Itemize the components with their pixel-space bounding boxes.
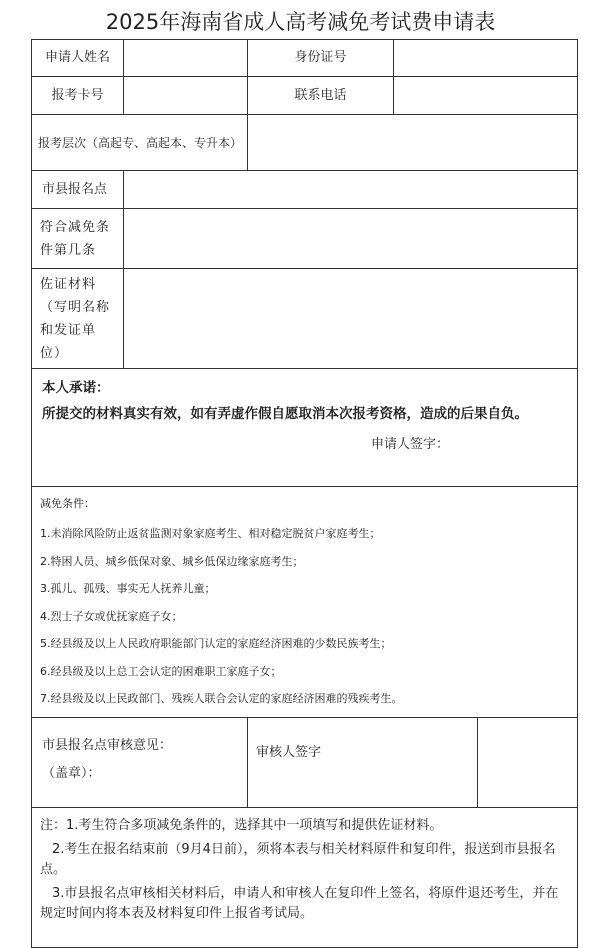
row-notes — [32, 808, 578, 948]
exam-level-field[interactable] — [248, 115, 578, 171]
row-conditions — [32, 487, 578, 718]
conditions-cell — [32, 487, 578, 718]
pledge-cell — [32, 369, 578, 487]
conditions-heading: 减免条件： — [40, 497, 95, 510]
exam-card-field[interactable] — [124, 77, 248, 115]
applicant-name-label: 申请人姓名 — [32, 40, 124, 77]
row-site — [32, 171, 578, 209]
id-number-label: 身份证号 — [248, 40, 394, 77]
condition-item: 2.特困人员、城乡低保对象、城乡低保边缘家庭考生； — [40, 554, 304, 568]
review-opinion-cell[interactable] — [32, 718, 248, 808]
applicant-signature-label: 申请人签字： — [370, 437, 449, 452]
phone-field[interactable] — [394, 77, 578, 115]
condition-field[interactable] — [124, 209, 578, 269]
id-number-field[interactable] — [394, 40, 578, 77]
condition-item: 5.经县级及以上人民政府职能部门认定的家庭经济困难的少数民族考生； — [40, 637, 392, 650]
note-3: 3.市县报名点审核相关材料后，申请人和审核人在复印件上签名，将原件退还考生，并在规定时间内将本表及材料复印件上报省考试局。 — [40, 886, 559, 921]
exam-level-label: 报考层次（高起专、高起本、专升本） — [38, 135, 243, 150]
notes-cell — [32, 808, 578, 948]
form-title: 2025年海南省成人高考减免考试费申请表 — [105, 10, 496, 34]
row-card-phone — [32, 77, 578, 115]
reviewer-signature-cell[interactable] — [248, 718, 478, 808]
seal-label: （盖章）： — [42, 766, 101, 781]
condition-item: 3.孤儿、孤残、事实无人抚养儿童； — [40, 582, 216, 595]
row-pledge — [32, 369, 578, 487]
pledge-text: 所提交的材料真实有效，如有弄虚作假自愿取消本次报考资格，造成的后果自负。 — [42, 406, 528, 422]
site-field[interactable] — [124, 171, 578, 209]
reviewer-signature-label: 审核人签字 — [256, 745, 322, 760]
note-1: 注：1.考生符合多项减免条件的，选择其中一项填写和提供佐证材料。 — [40, 818, 443, 833]
pledge-heading: 本人承诺： — [42, 380, 110, 396]
review-opinion-label: 市县报名点审核意见： — [42, 738, 173, 753]
condition-item: 6.经县级及以上总工会认定的困难职工家庭子女； — [40, 664, 282, 678]
materials-field[interactable] — [124, 269, 578, 369]
condition-label: 符合减免条件第几条 — [32, 209, 124, 269]
applicant-name-field[interactable] — [124, 40, 248, 77]
site-label: 市县报名点 — [32, 171, 124, 209]
application-form-table — [31, 39, 578, 948]
row-condition — [32, 209, 578, 269]
exam-card-label: 报考卡号 — [32, 77, 124, 115]
phone-label: 联系电话 — [248, 77, 394, 115]
exam-level-label-cell — [32, 115, 248, 171]
row-name-id — [32, 40, 578, 77]
row-review — [32, 718, 578, 808]
row-exam-level — [32, 115, 578, 171]
condition-item: 1.未消除风险防止返贫监测对象家庭考生、相对稳定脱贫户家庭考生； — [40, 527, 381, 540]
condition-item: 7.经县级及以上民政部门、残疾人联合会认定的家庭经济困难的残疾考生。 — [40, 692, 403, 705]
note-2: 2.考生在报名结束前（9月4日前），须将本表与相关材料原件和复印件，报送到市县报名点。 — [40, 842, 556, 877]
row-materials — [32, 269, 578, 369]
condition-item: 4.烈士子女或优抚家庭子女； — [40, 609, 183, 623]
reviewer-signature-field[interactable] — [478, 718, 578, 808]
materials-label: 佐证材料（写明名称和发证单位） — [32, 269, 124, 369]
